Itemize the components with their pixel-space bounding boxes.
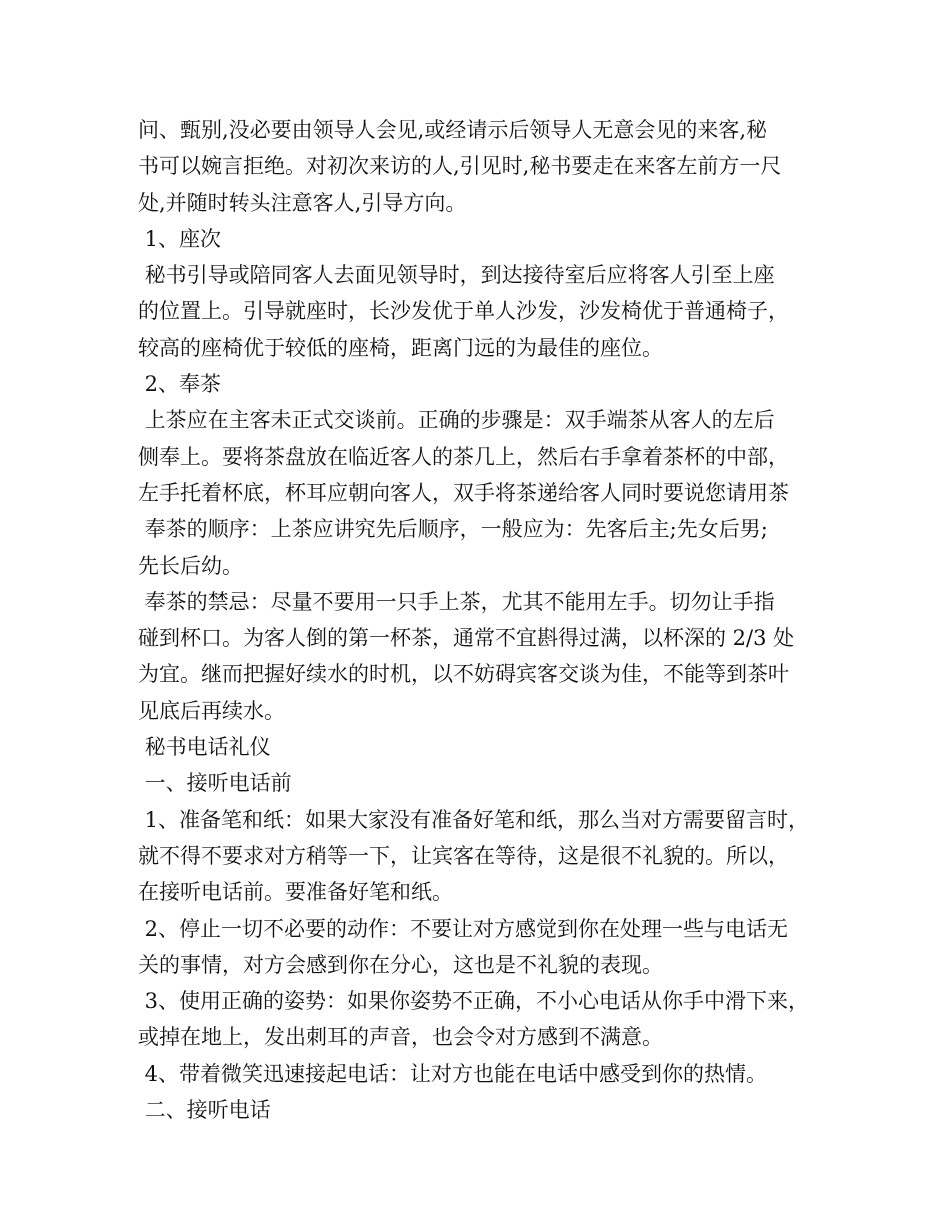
text-line: 先长后幼。 (138, 553, 243, 578)
text-line: 就不得不要求对方稍等一下，让宾客在等待，这是很不礼貌的。所以， (138, 843, 789, 868)
text-line: 3、使用正确的姿势：如果你姿势不正确，不小心电话从你手中滑下来， (138, 989, 810, 1014)
section-heading-seating: 1、座次 (138, 226, 222, 251)
text-line: 奉茶的顺序：上茶应讲究先后顺序，一般应为：先客后主;先女后男; (138, 517, 768, 542)
text-line: 秘书引导或陪同客人去面见领导时，到达接待室后应将客人引至上座 (138, 263, 775, 288)
document-body (138, 112, 828, 1128)
text-line: 为宜。继而把握好续水的时机，以不妨碍宾客交谈为佳，不能等到茶叶 (138, 662, 789, 687)
text-line: 侧奉上。要将茶盘放在临近客人的茶几上，然后右手拿着茶杯的中部， (138, 444, 789, 469)
text-line: 上茶应在主客未正式交谈前。正确的步骤是：双手端茶从客人的左后 (138, 408, 775, 433)
text-line: 2、停止一切不必要的动作：不要让对方感觉到你在处理一些与电话无 (138, 916, 789, 941)
text-line: 关的事情，对方会感到你在分心，这也是不礼貌的表现。 (138, 952, 663, 977)
text-line: 碰到杯口。为客人倒的第一杯茶，通常不宜斟得过满，以杯深的 2/3 处 (138, 626, 795, 651)
text-line: 问、甄别,没必要由领导人会见,或经请示后领导人无意会见的来客,秘 (138, 118, 768, 142)
text-line: 奉茶的禁忌：尽量不要用一只手上茶，尤其不能用左手。切勿让手指 (138, 589, 775, 614)
text-line: 在接听电话前。要准备好笔和纸。 (138, 880, 453, 905)
text-line: 4、带着微笑迅速接起电话：让对方也能在电话中感受到你的热情。 (138, 1061, 768, 1086)
section-heading-before-answering: 一、接听电话前 (138, 771, 292, 796)
text-line: 或掉在地上，发出刺耳的声音，也会令对方感到不满意。 (138, 1025, 663, 1050)
text-line: 较高的座椅优于较低的座椅，距离门远的为最佳的座位。 (138, 335, 663, 360)
section-heading-phone-etiquette: 秘书电话礼仪 (138, 735, 271, 760)
section-heading-serving-tea: 2、奉茶 (138, 372, 222, 397)
section-heading-answering: 二、接听电话 (138, 1098, 271, 1123)
text-line: 处,并随时转头注意客人,引导方向。 (138, 190, 467, 215)
text-line: 的位置上。引导就座时，长沙发优于单人沙发，沙发椅优于普通椅子， (138, 299, 789, 324)
text-line: 书可以婉言拒绝。对初次来访的人,引见时,秘书要走在来客左前方一尺 (138, 154, 782, 179)
text-line: 1、准备笔和纸：如果大家没有准备好笔和纸，那么当对方需要留言时， (138, 807, 810, 832)
text-line: 左手托着杯底，杯耳应朝向客人，双手将茶递给客人同时要说您请用茶 (138, 480, 789, 505)
text-line: 见底后再续水。 (138, 698, 285, 723)
